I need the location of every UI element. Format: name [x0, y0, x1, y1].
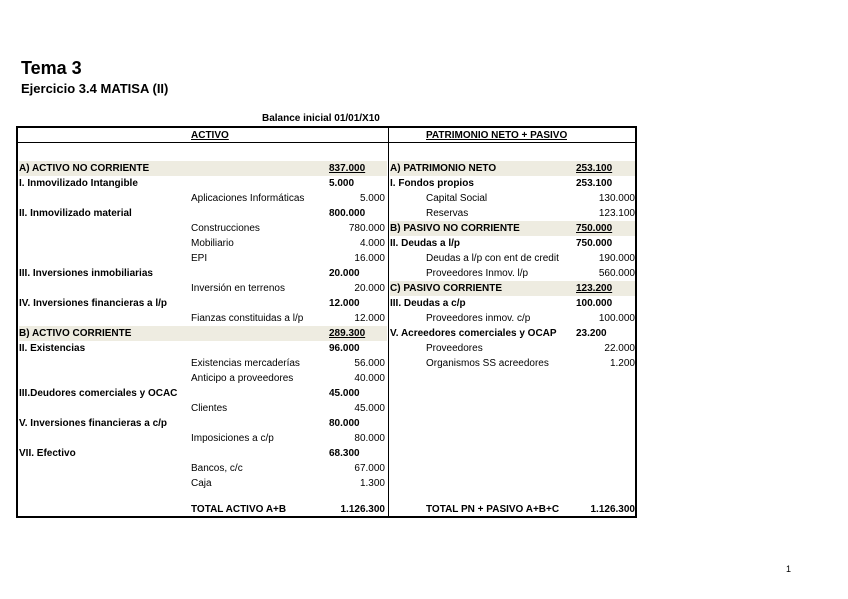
row-value: 289.300 — [329, 328, 366, 339]
row-label: VII. Efectivo — [19, 448, 76, 459]
row-label: II. Deudas a l/p — [390, 238, 461, 249]
row-value: 560.000 — [598, 268, 635, 279]
balance-sheet-table — [16, 126, 637, 518]
group-row — [19, 296, 387, 311]
row-label: Bancos, c/c — [191, 463, 243, 474]
group-row — [19, 341, 387, 356]
item-row — [390, 341, 635, 356]
document-title: Tema 3 — [21, 58, 82, 78]
row-value: 80.000 — [329, 418, 360, 429]
row-label: Anticipo a proveedores — [191, 373, 294, 384]
assets-header-row — [19, 128, 387, 143]
item-row — [19, 356, 387, 371]
row-value: 123.100 — [598, 208, 635, 219]
row-value: 253.100 — [576, 178, 613, 189]
row-label: EPI — [191, 253, 208, 264]
row-label: Proveedores — [426, 343, 483, 354]
row-value: 780.000 — [348, 223, 385, 234]
row-label: Existencias mercaderías — [191, 358, 300, 369]
group-row — [390, 326, 635, 341]
row-label: Construcciones — [191, 223, 260, 234]
item-row — [19, 461, 387, 476]
row-value: 12.000 — [354, 313, 385, 324]
row-value: 5.000 — [359, 193, 385, 204]
item-row — [19, 476, 387, 491]
row-value: 4.000 — [359, 238, 385, 249]
row-value: 56.000 — [354, 358, 385, 369]
row-value: 45.000 — [354, 403, 385, 414]
group-row — [19, 266, 387, 281]
group-row — [19, 206, 387, 221]
row-label: Fianzas constituidas a l/p — [191, 313, 304, 324]
group-row — [19, 386, 387, 401]
row-label: A) ACTIVO NO CORRIENTE — [19, 163, 150, 174]
row-value: 20.000 — [329, 268, 360, 279]
item-row — [390, 206, 635, 221]
row-label: B) ACTIVO CORRIENTE — [19, 328, 132, 339]
row-value: 253.100 — [576, 163, 613, 174]
exercise-title: Ejercicio 3.4 MATISA (II) — [21, 81, 169, 96]
row-label: Proveedores Inmov. l/p — [426, 268, 529, 279]
group-row — [19, 416, 387, 431]
liabilities-total-value: 1.126.300 — [590, 504, 635, 515]
item-row — [19, 251, 387, 266]
item-row — [19, 221, 387, 236]
group-row — [19, 176, 387, 191]
row-value: 130.000 — [598, 193, 635, 204]
group-row — [390, 176, 635, 191]
row-value: 123.200 — [576, 283, 613, 294]
item-row — [390, 266, 635, 281]
row-label: III. Deudas a c/p — [390, 298, 466, 309]
row-value: 750.000 — [576, 238, 613, 249]
row-label: Reservas — [426, 208, 469, 219]
row-label: II. Existencias — [19, 343, 86, 354]
row-value: 80.000 — [354, 433, 385, 444]
group-row — [390, 296, 635, 311]
row-label: Caja — [191, 478, 212, 489]
group-row — [19, 446, 387, 461]
balance-heading: Balance inicial 01/01/X10 — [262, 113, 380, 124]
row-label: I. Inmovilizado Intangible — [19, 178, 138, 189]
liabilities-total-label: TOTAL PN + PASIVO A+B+C — [426, 504, 560, 515]
row-value: 16.000 — [354, 253, 385, 264]
row-label: III. Inversiones inmobiliarias — [19, 268, 153, 279]
row-label: IV. Inversiones financieras a l/p — [19, 298, 168, 309]
row-value: 5.000 — [329, 178, 355, 189]
row-label: III.Deudores comerciales y OCAC — [19, 388, 178, 399]
row-value: 45.000 — [329, 388, 360, 399]
item-row — [390, 251, 635, 266]
row-label: C) PASIVO CORRIENTE — [390, 283, 503, 294]
row-value: 100.000 — [598, 313, 635, 324]
row-value: 1.300 — [359, 478, 385, 489]
row-label: Clientes — [191, 403, 228, 414]
assets-total-value: 1.126.300 — [340, 504, 385, 515]
item-row — [19, 236, 387, 251]
item-row — [19, 431, 387, 446]
section-row — [390, 221, 635, 236]
assets-header: ACTIVO — [191, 130, 229, 141]
item-row — [390, 356, 635, 371]
row-value: 20.000 — [354, 283, 385, 294]
row-label: Inversión en terrenos — [191, 283, 285, 294]
row-value: 12.000 — [329, 298, 360, 309]
group-row — [390, 236, 635, 251]
column-divider — [388, 128, 389, 516]
row-value: 40.000 — [354, 373, 385, 384]
assets-total-row — [19, 502, 387, 517]
row-label: Organismos SS acreedores — [426, 358, 549, 369]
row-label: Deudas a l/p con ent de credit — [426, 253, 559, 264]
section-row — [19, 161, 387, 176]
row-value: 190.000 — [598, 253, 635, 264]
item-row — [390, 311, 635, 326]
row-value: 837.000 — [329, 163, 366, 174]
row-value: 750.000 — [576, 223, 613, 234]
row-label: V. Acreedores comerciales y OCAP — [390, 328, 557, 339]
row-label: II. Inmovilizado material — [19, 208, 132, 219]
section-row — [390, 161, 635, 176]
item-row — [390, 191, 635, 206]
row-value: 1.200 — [609, 358, 635, 369]
row-label: Proveedores inmov. c/p — [426, 313, 531, 324]
row-label: Aplicaciones Informáticas — [191, 193, 305, 204]
item-row — [19, 401, 387, 416]
row-value: 100.000 — [576, 298, 613, 309]
item-row — [19, 191, 387, 206]
liabilities-header-row — [390, 128, 635, 143]
section-row — [390, 281, 635, 296]
row-label: I. Fondos propios — [390, 178, 474, 189]
liabilities-total-row — [390, 502, 635, 517]
row-label: Mobiliario — [191, 238, 234, 249]
row-label: B) PASIVO NO CORRIENTE — [390, 223, 520, 234]
row-label: Capital Social — [426, 193, 488, 204]
row-value: 22.000 — [604, 343, 635, 354]
row-value: 67.000 — [354, 463, 385, 474]
row-label: V. Inversiones financieras a c/p — [19, 418, 168, 429]
row-label: Imposiciones a c/p — [191, 433, 274, 444]
item-row — [19, 371, 387, 386]
row-value: 800.000 — [329, 208, 366, 219]
page-number: 1 — [786, 564, 792, 574]
row-value: 68.300 — [329, 448, 360, 459]
assets-total-label: TOTAL ACTIVO A+B — [191, 504, 287, 515]
section-row — [19, 326, 387, 341]
item-row — [19, 281, 387, 296]
row-value: 23.200 — [576, 328, 607, 339]
row-label: A) PATRIMONIO NETO — [390, 163, 497, 174]
liabilities-header: PATRIMONIO NETO + PASIVO — [426, 130, 568, 141]
item-row — [19, 311, 387, 326]
row-value: 96.000 — [329, 343, 360, 354]
